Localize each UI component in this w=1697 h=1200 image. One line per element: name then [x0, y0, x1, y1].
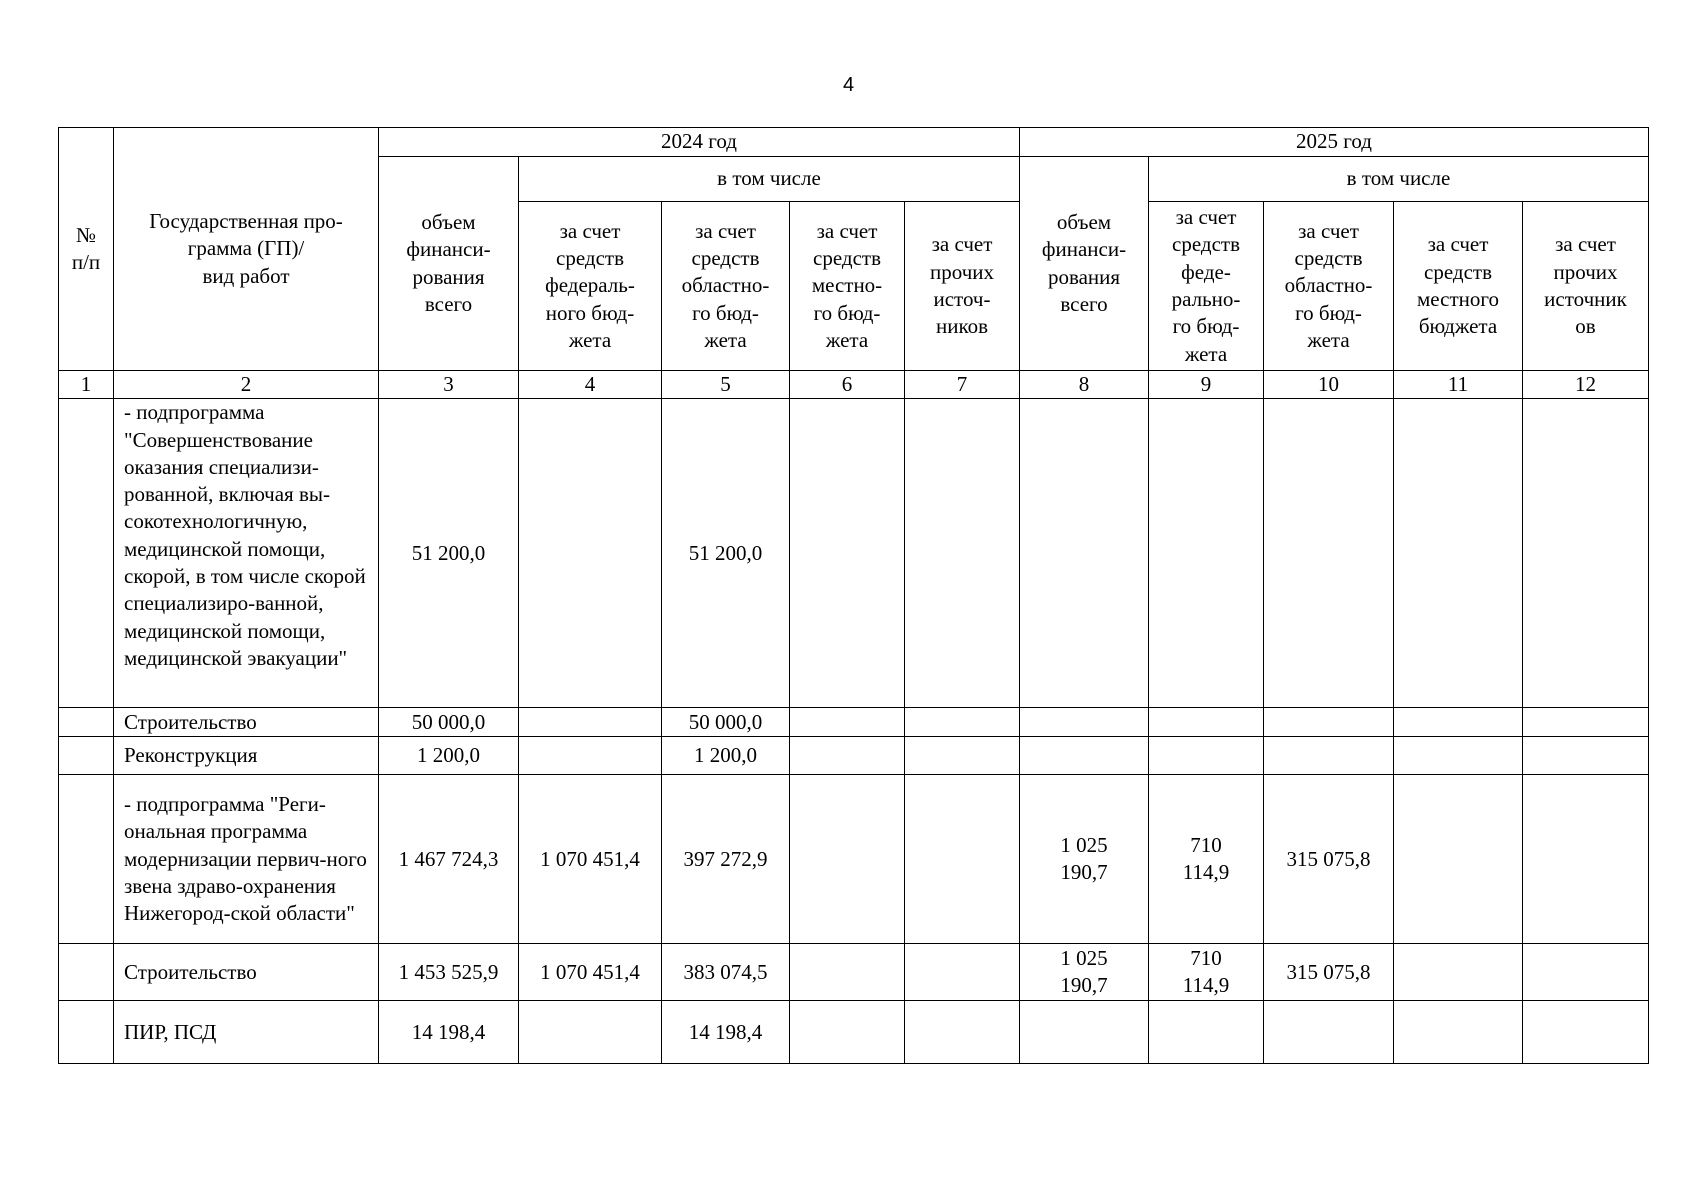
- cell-local-2024: [790, 737, 905, 775]
- cell-regional-2024: 51 200,0: [662, 399, 790, 708]
- row-name: - подпрограмма "Реги-ональная программа модернизации первич-ного звена здраво-охранения Нижегород-ской области": [114, 775, 379, 944]
- cell-total-2024: 1 453 525,9: [379, 944, 519, 1001]
- cell-total-2024: 14 198,4: [379, 1001, 519, 1064]
- header-num: № п/п: [59, 128, 114, 371]
- header-year-2024: 2024 год: [379, 128, 1020, 157]
- cell-federal-2025: 710 114,9: [1149, 775, 1264, 944]
- column-number: 10: [1264, 371, 1394, 399]
- cell-total-2024: 51 200,0: [379, 399, 519, 708]
- cell-total-2024: 1 467 724,3: [379, 775, 519, 944]
- cell-total-2024: 1 200,0: [379, 737, 519, 775]
- cell-local-2025: [1394, 944, 1523, 1001]
- cell-federal-2024: [519, 1001, 662, 1064]
- cell-total-2025: [1020, 1001, 1149, 1064]
- cell-federal-2025: [1149, 708, 1264, 737]
- header-local-2024: за счет средств местно- го бюд- жета: [790, 202, 905, 371]
- cell-total-2025: [1020, 708, 1149, 737]
- header-regional-2024: за счет средств областно- го бюд- жета: [662, 202, 790, 371]
- page-number: 4: [842, 74, 855, 96]
- cell-other-2025: [1523, 737, 1649, 775]
- cell-other-2024: [905, 944, 1020, 1001]
- cell-regional-2025: 315 075,8: [1264, 944, 1394, 1001]
- cell-regional-2025: [1264, 737, 1394, 775]
- column-number: 5: [662, 371, 790, 399]
- column-number: 11: [1394, 371, 1523, 399]
- cell-local-2024: [790, 708, 905, 737]
- header-regional-2025: за счет средств областно- го бюд- жета: [1264, 202, 1394, 371]
- column-number: 6: [790, 371, 905, 399]
- cell-federal-2025: [1149, 737, 1264, 775]
- cell-local-2025: [1394, 1001, 1523, 1064]
- row-name: - подпрограмма "Совершенствование оказания специализи-рованной, включая вы-сокотехнологичную, медицинской помощи, скорой, в том числе скорой специализиро-ванной, медицинской помощи, медицинской эвакуации": [114, 399, 379, 708]
- cell-local-2025: [1394, 399, 1523, 708]
- cell-total-2025: [1020, 399, 1149, 708]
- cell-other-2025: [1523, 775, 1649, 944]
- header-total-2025: объем финанси- рования всего: [1020, 157, 1149, 371]
- cell-other-2024: [905, 708, 1020, 737]
- row-num: [59, 1001, 114, 1064]
- cell-other-2025: [1523, 708, 1649, 737]
- cell-other-2024: [905, 1001, 1020, 1064]
- cell-local-2024: [790, 399, 905, 708]
- row-num: [59, 399, 114, 708]
- cell-federal-2024: [519, 708, 662, 737]
- table-row: [59, 1001, 1649, 1064]
- row-num: [59, 708, 114, 737]
- cell-total-2025: [1020, 737, 1149, 775]
- cell-other-2024: [905, 399, 1020, 708]
- header-federal-2024: за счет средств федераль- ного бюд- жета: [519, 202, 662, 371]
- cell-federal-2024: 1 070 451,4: [519, 944, 662, 1001]
- cell-federal-2025: [1149, 1001, 1264, 1064]
- cell-other-2025: [1523, 399, 1649, 708]
- table-row: [59, 944, 1649, 1001]
- cell-federal-2025: [1149, 399, 1264, 708]
- header-local-2025: за счет средств местного бюджета: [1394, 202, 1523, 371]
- cell-local-2025: [1394, 737, 1523, 775]
- table-row: [59, 775, 1649, 944]
- cell-federal-2024: 1 070 451,4: [519, 775, 662, 944]
- cell-local-2024: [790, 944, 905, 1001]
- cell-regional-2025: 315 075,8: [1264, 775, 1394, 944]
- cell-regional-2024: 1 200,0: [662, 737, 790, 775]
- column-number: 4: [519, 371, 662, 399]
- cell-regional-2024: 14 198,4: [662, 1001, 790, 1064]
- cell-regional-2025: [1264, 1001, 1394, 1064]
- column-number: 9: [1149, 371, 1264, 399]
- cell-other-2025: [1523, 944, 1649, 1001]
- cell-local-2024: [790, 1001, 905, 1064]
- cell-federal-2025: 710 114,9: [1149, 944, 1264, 1001]
- cell-total-2025: 1 025 190,7: [1020, 944, 1149, 1001]
- header-other-2025: за счет прочих источник ов: [1523, 202, 1649, 371]
- cell-local-2025: [1394, 708, 1523, 737]
- cell-federal-2024: [519, 737, 662, 775]
- cell-other-2025: [1523, 1001, 1649, 1064]
- header-year-2025: 2025 год: [1020, 128, 1649, 157]
- table-row: [59, 708, 1649, 737]
- column-number: 1: [59, 371, 114, 399]
- cell-federal-2024: [519, 399, 662, 708]
- column-number: 3: [379, 371, 519, 399]
- row-name: Реконструкция: [114, 737, 379, 775]
- cell-regional-2025: [1264, 708, 1394, 737]
- table-row: [59, 399, 1649, 708]
- cell-regional-2025: [1264, 399, 1394, 708]
- row-name: Строительство: [114, 944, 379, 1001]
- cell-local-2024: [790, 775, 905, 944]
- cell-regional-2024: 397 272,9: [662, 775, 790, 944]
- cell-total-2024: 50 000,0: [379, 708, 519, 737]
- financing-table: [58, 127, 1649, 1064]
- row-num: [59, 775, 114, 944]
- cell-total-2025: 1 025 190,7: [1020, 775, 1149, 944]
- column-number: 7: [905, 371, 1020, 399]
- column-number: 12: [1523, 371, 1649, 399]
- header-federal-2025: за счет средств феде- рально- го бюд- жета: [1149, 202, 1264, 371]
- row-name: ПИР, ПСД: [114, 1001, 379, 1064]
- cell-regional-2024: 383 074,5: [662, 944, 790, 1001]
- cell-other-2024: [905, 737, 1020, 775]
- header-total-2024: объем финанси- рования всего: [379, 157, 519, 371]
- column-number: 8: [1020, 371, 1149, 399]
- header-other-2024: за счет прочих источ- ников: [905, 202, 1020, 371]
- header-including-2025: в том числе: [1149, 157, 1649, 202]
- table-row: [59, 737, 1649, 775]
- cell-regional-2024: 50 000,0: [662, 708, 790, 737]
- row-num: [59, 944, 114, 1001]
- header-including-2024: в том числе: [519, 157, 1020, 202]
- row-name: Строительство: [114, 708, 379, 737]
- column-number: 2: [114, 371, 379, 399]
- cell-other-2024: [905, 775, 1020, 944]
- column-number-row: [59, 371, 1649, 399]
- cell-local-2025: [1394, 775, 1523, 944]
- row-num: [59, 737, 114, 775]
- header-program: Государственная про- грамма (ГП)/ вид работ: [114, 128, 379, 371]
